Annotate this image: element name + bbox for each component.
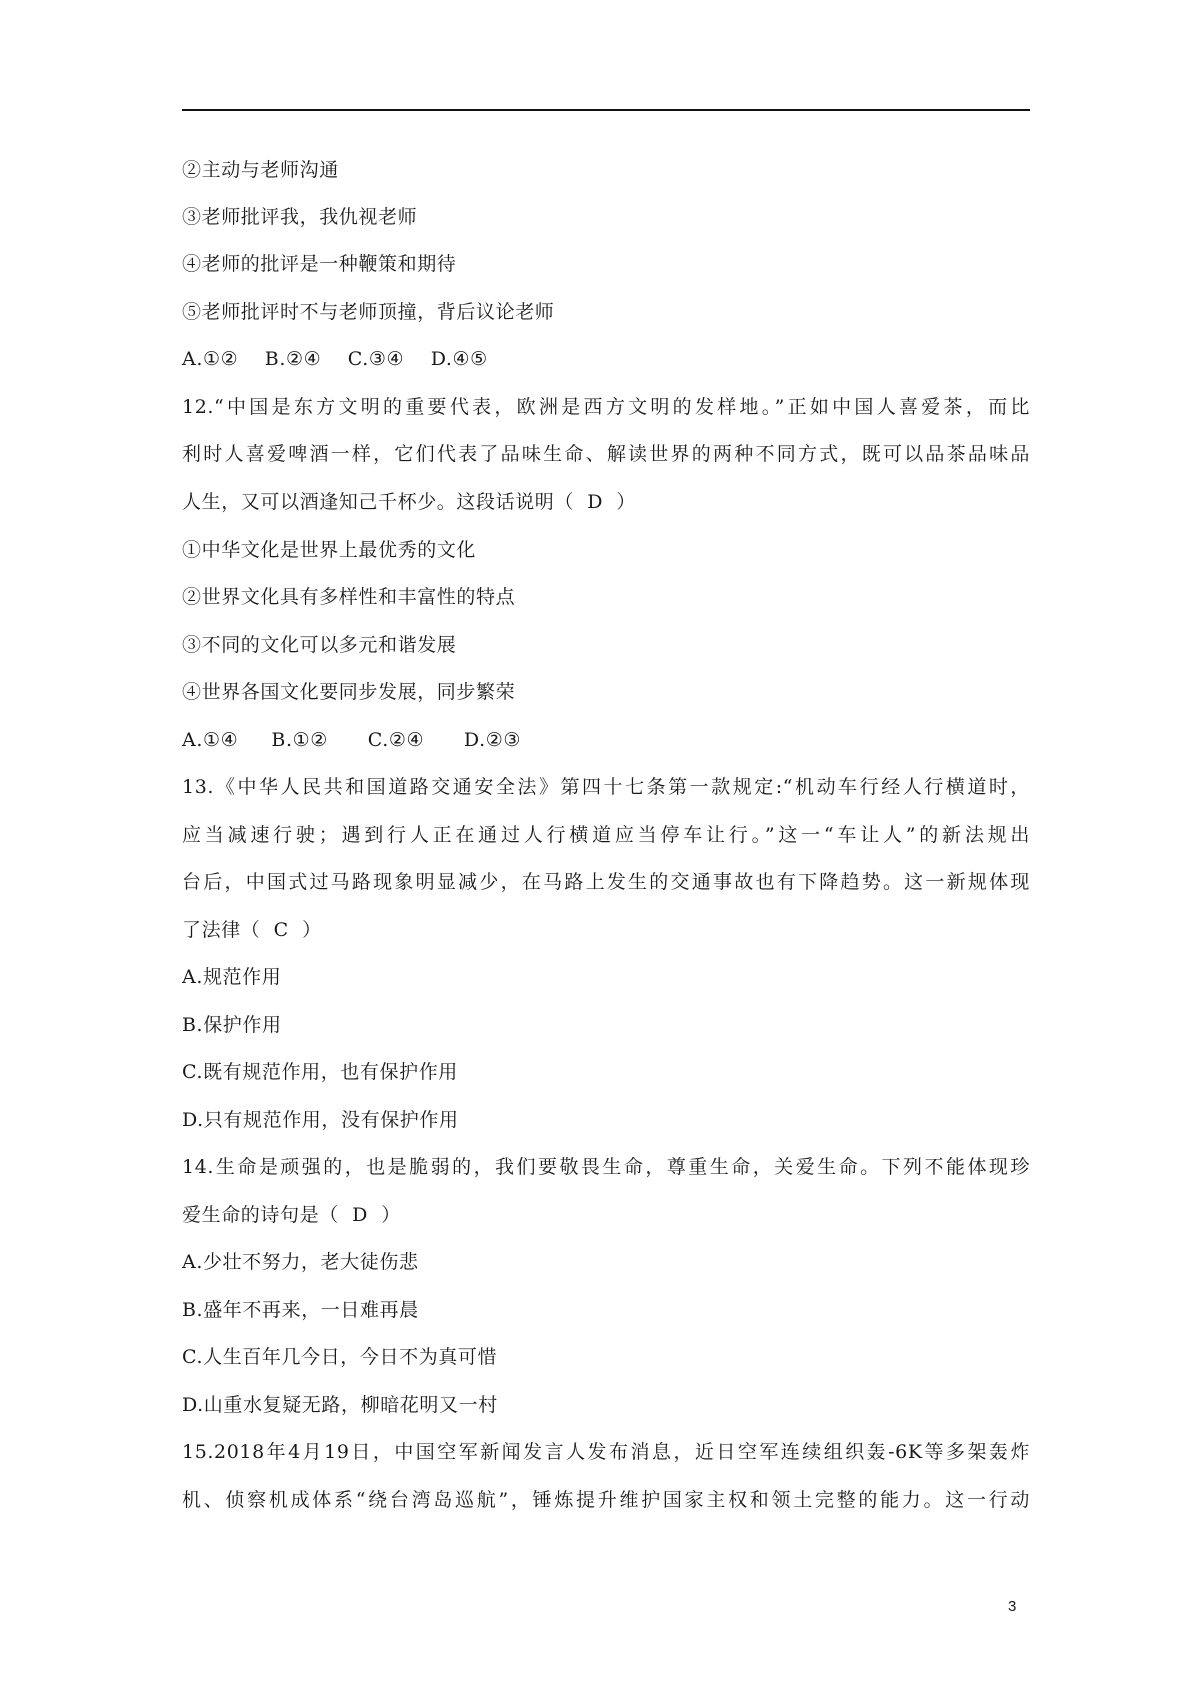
option-line: C.既有规范作用，也有保护作用 <box>182 1061 458 1083</box>
question-13-text: 了法律（ C ） <box>182 919 322 941</box>
option-line: D.山重水复疑无路，柳暗花明又一村 <box>182 1394 498 1416</box>
text-line: ⑤老师批评时不与老师顶撞，背后议论老师 <box>182 301 555 323</box>
header-rule <box>182 109 1030 111</box>
question-12-text: 人生，又可以酒逢知己千杯少。这段话说明（ D ） <box>182 491 636 513</box>
question-12-text: 12.“中国是东方文明的重要代表，欧洲是西方文明的发样地。”正如中国人喜爱茶，而比 <box>182 396 1030 418</box>
question-15-text: 机、侦察机成体系“绕台湾岛巡航”，锤炼提升维护国家主权和领土完整的能力。这一行动 <box>182 1489 1030 1511</box>
text-line: ②主动与老师沟通 <box>182 159 339 181</box>
question-15-text: 15.2018年4月19日，中国空军新闻发言人发布消息，近日空军连续组织轰-6K等多架轰炸 <box>182 1441 1030 1463</box>
answer-options: A.①② B.②④ C.③④ D.④⑤ <box>182 348 488 370</box>
text-line: ③不同的文化可以多元和谐发展 <box>182 634 457 656</box>
question-13-text: 应当减速行驶；遇到行人正在通过人行横道应当停车让行。”这一“车让人”的新法规出 <box>182 824 1030 846</box>
answer-options: A.①④ B.①② C.②④ D.②③ <box>182 729 521 751</box>
question-14-text: 14.生命是顽强的，也是脆弱的，我们要敬畏生命，尊重生命，关爱生命。下列不能体现珍 <box>182 1156 1030 1178</box>
option-line: B.保护作用 <box>182 1014 282 1036</box>
question-14-text: 爱生命的诗句是（ D ） <box>182 1204 401 1226</box>
question-13-text: 台后，中国式过马路现象明显减少，在马路上发生的交通事故也有下降趋势。这一新规体现 <box>182 871 1030 893</box>
option-line: A.规范作用 <box>182 966 282 988</box>
text-line: ④老师的批评是一种鞭策和期待 <box>182 253 457 275</box>
text-line: ④世界各国文化要同步发展，同步繁荣 <box>182 681 516 703</box>
text-line: ①中华文化是世界上最优秀的文化 <box>182 539 477 561</box>
question-12-text: 利时人喜爱啤酒一样，它们代表了品味生命、解读世界的两种不同方式，既可以品茶品味品 <box>182 443 1030 465</box>
option-line: C.人生百年几今日，今日不为真可惜 <box>182 1346 498 1368</box>
option-line: B.盛年不再来，一日难再晨 <box>182 1299 419 1321</box>
question-13-text: 13.《中华人民共和国道路交通安全法》第四十七条第一款规定:“机动车行经人行横道时， <box>182 776 1030 798</box>
option-line: A.少壮不努力，老大徒伤悲 <box>182 1251 419 1273</box>
page-number: 3 <box>1008 1598 1017 1615</box>
text-line: ③老师批评我，我仇视老师 <box>182 206 418 228</box>
text-line: ②世界文化具有多样性和丰富性的特点 <box>182 586 516 608</box>
option-line: D.只有规范作用，没有保护作用 <box>182 1109 459 1131</box>
